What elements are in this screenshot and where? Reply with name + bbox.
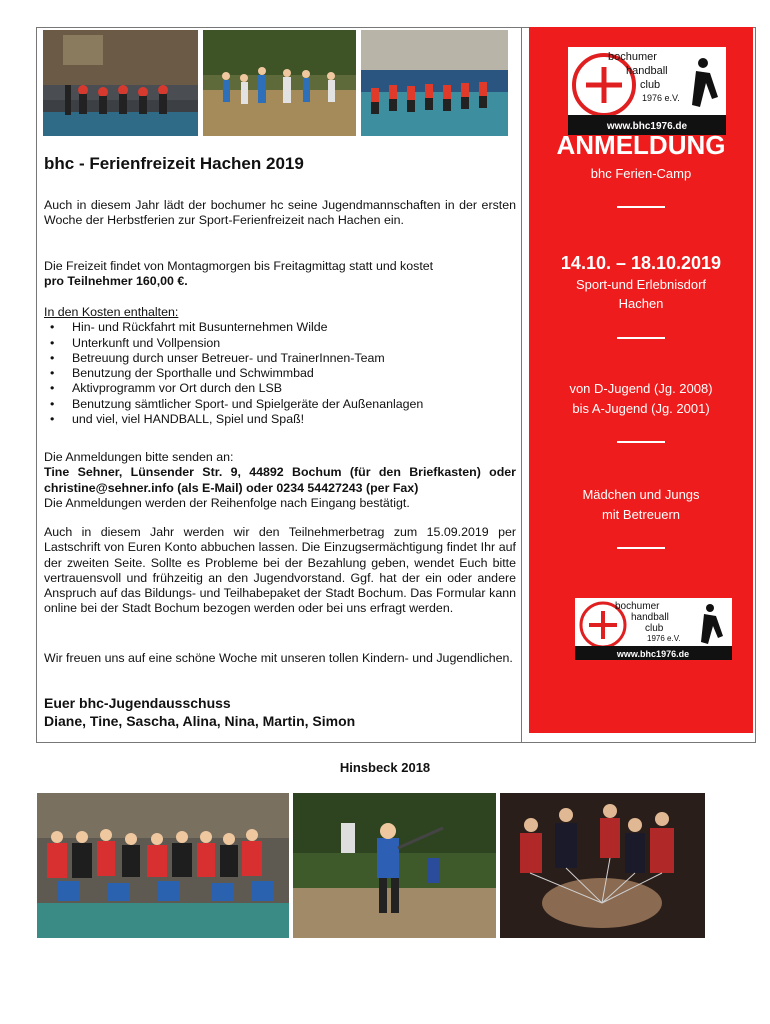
list-item: • Benutzung der Sporthalle und Schwimmbad <box>72 366 516 381</box>
logo-text-1: bochumer <box>615 601 660 612</box>
separator-line <box>617 206 665 208</box>
list-item: • Unterkunft und Vollpension <box>72 336 516 351</box>
gallery-caption: Hinsbeck 2018 <box>339 760 431 775</box>
logo-text-4: 1976 e.V. <box>642 93 680 103</box>
photo-hall-kids-stretching <box>361 30 508 136</box>
photo-outdoor-batting <box>293 793 496 938</box>
article-title: bhc - Ferienfreizeit Hachen 2019 <box>44 154 304 173</box>
separator-line <box>617 547 665 549</box>
separator-line <box>617 337 665 339</box>
club-logo-top <box>568 47 726 135</box>
registration-sidebar <box>529 27 753 733</box>
logo-text-3: club <box>645 623 664 634</box>
costs-list <box>44 320 516 427</box>
sidebar-place-1: Sport-und Erlebnisdorf <box>575 277 707 292</box>
separator-line <box>617 441 665 443</box>
dates-paragraph <box>44 259 516 290</box>
list-item: • Hin- und Rückfahrt mit Busunternehmen Wilde <box>72 320 516 335</box>
costs-section <box>44 305 516 427</box>
sidebar-subheading: bhc Ferien-Camp <box>590 166 692 181</box>
signature <box>44 694 355 730</box>
registration-note: Die Anmeldungen werden der Reihenfolge nach Eingang bestätigt. <box>44 495 410 510</box>
list-item: • Aktivprogramm vor Ort durch den LSB <box>72 381 516 396</box>
photo-gym-kids-line <box>43 30 198 136</box>
signature-line-2: Diane, Tine, Sascha, Alina, Nina, Martin, Simon <box>44 713 356 729</box>
logo-text-2: handball <box>626 65 668 77</box>
registration-address: Tine Sehner, Lünsender Str. 9, 44892 Bochum (für den Briefkasten) oder christine@sehner.info (als E-Mail) oder 0234 54427243 (per Fax) <box>44 465 516 495</box>
logo-url: www.bhc1976.de <box>616 649 690 659</box>
sidebar-ages-1: von D-Jugend (Jg. 2008) <box>569 381 713 396</box>
dates-text: Die Freizeit findet von Montagmorgen bis Freitagmittag statt und kostet <box>44 259 434 273</box>
sidebar-ages-2: bis A-Jugend (Jg. 2001) <box>572 401 710 416</box>
sidebar-dates: 14.10. – 18.10.2019 <box>560 253 722 273</box>
closing-paragraph: Wir freuen uns auf eine schöne Woche mit unseren tollen Kindern- und Jugendlichen. <box>44 651 513 665</box>
photo-group-team <box>37 793 289 938</box>
column-divider <box>521 27 522 743</box>
price-text: pro Teilnehmer 160,00 €. <box>44 274 188 289</box>
logo-text-1: bochumer <box>608 51 657 63</box>
sidebar-place-2: Hachen <box>618 296 664 311</box>
list-item: • Benutzung sämtlicher Sport- und Spielgeräte der Außenanlagen <box>72 397 516 412</box>
logo-text-4: 1976 e.V. <box>647 634 681 643</box>
list-item: • Betreuung durch unser Betreuer- und TrainerInnen-Team <box>72 351 516 366</box>
logo-text-3: club <box>640 79 661 91</box>
intro-paragraph: Auch in diesem Jahr lädt der bochumer hc seine Jugendmannschaften in der ersten Woche der Herbstferien zur Sport-Ferienfreizeit nach Hachen ein. <box>44 198 516 228</box>
sidebar-group-2: mit Betreuern <box>601 507 681 522</box>
club-logo-bottom <box>575 598 732 660</box>
logo-text-2: handball <box>631 612 669 623</box>
signature-line-1: Euer bhc-Jugendausschuss <box>44 695 231 711</box>
list-item: • und viel, viel HANDBALL, Spiel und Spaß! <box>72 412 516 427</box>
logo-url: www.bhc1976.de <box>606 121 688 132</box>
sidebar-group-1: Mädchen und Jungs <box>582 487 700 502</box>
payment-paragraph: Auch in diesem Jahr werden wir den Teilnehmerbetrag zum 15.09.2019 per Lastschrift von Euren Konto abbuchen lassen. Die Einzugsermächtigung findet Ihr auf der zweiten Seite. Sollte es Probleme bei der Bezahlung geben, wendet Euch bitte vertrauensvoll und frühzeitig an den Jugendvorstand. Ggf. hat der ein oder andere Anspruch auf das Bildungs- und Teilhabepaket der Stadt Bochum. Das Formular kann online bei der Stadt Bochum bezogen werden oder bei uns erfragt werden. <box>44 525 516 616</box>
costs-heading: In den Kosten enthalten: <box>44 305 179 319</box>
photo-outdoor-kids-running <box>203 30 356 136</box>
sidebar-heading: ANMELDUNG <box>556 130 726 160</box>
photo-evening-group <box>500 793 705 938</box>
registration-section <box>44 450 516 511</box>
registration-intro: Die Anmeldungen bitte senden an: <box>44 450 234 464</box>
